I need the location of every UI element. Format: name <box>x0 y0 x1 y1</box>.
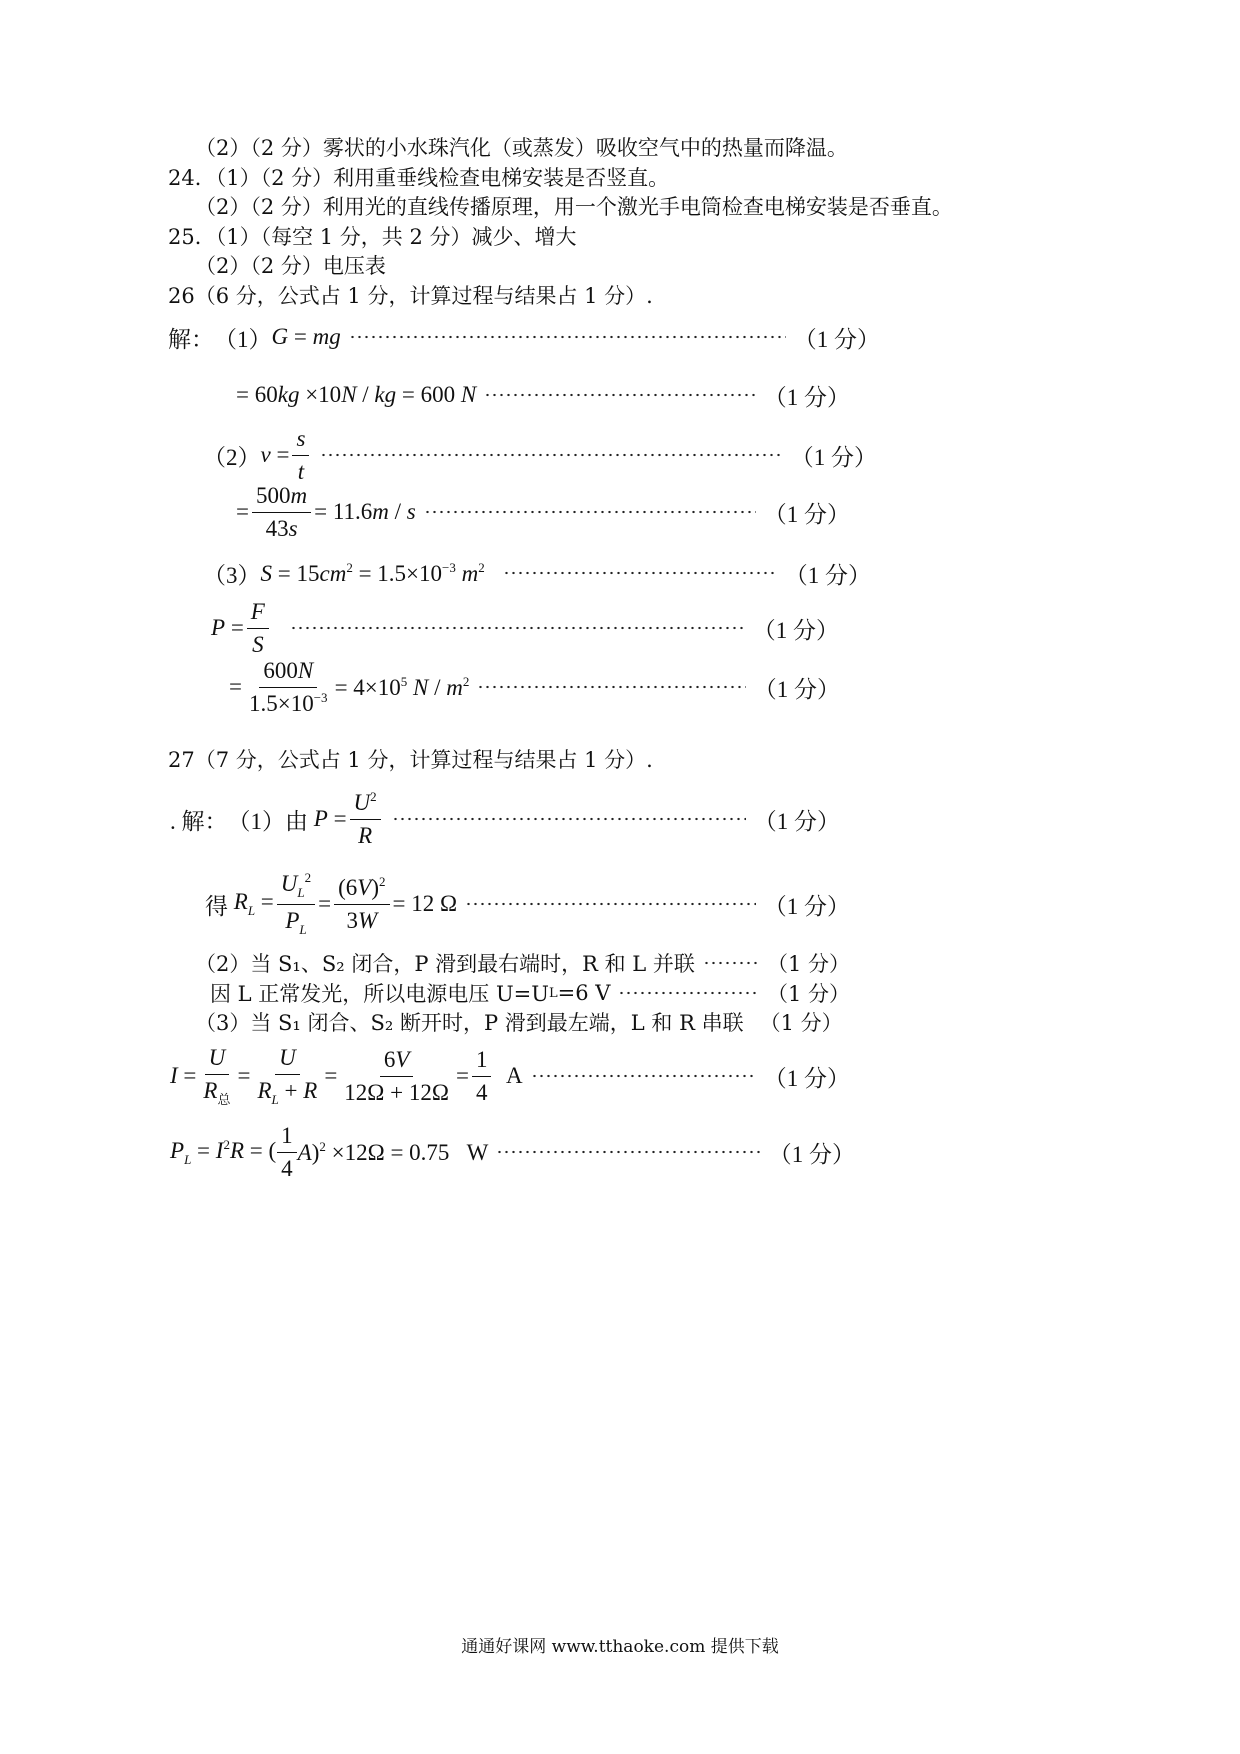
q27-current: I = $\frac{U}{R_总}$ = $\frac{U}{R_L + R}$ = $\frac{6V}{12\Omega + 12\Omega}$ = $\frac{1}{4}$ A （1 分） <box>170 1045 850 1107</box>
score-label: （1 分） <box>766 982 850 1006</box>
score-label: （1 分） <box>793 326 880 352</box>
score-label: （1 分） <box>753 676 840 702</box>
score-label: （1 分） <box>759 1011 843 1035</box>
jie-label: 解： <box>168 326 214 352</box>
answer-23-2: （2）（2 分）雾状的小水珠汽化（或蒸发）吸收空气中的热量而降温。 <box>195 136 848 160</box>
q26-step-1-result: = 60kg ×10N / kg = 600 N （1 分） <box>236 380 850 410</box>
jie-label: . 解： <box>170 808 228 834</box>
part-2-label: （2） <box>203 444 261 470</box>
q26-step-2-result: = $\frac{500m}{43s}$ = 11.6m / s （1 分） <box>236 483 850 541</box>
score-label: （1 分） <box>768 1141 855 1167</box>
score-label: （1 分） <box>790 444 877 470</box>
q27-step-1-formula: . 解： （1） 由 P = $\frac{U^2}{R}$ （1 分） <box>170 789 840 848</box>
score-label: （1 分） <box>763 501 850 527</box>
score-label: （1 分） <box>763 1065 850 1091</box>
leader-dots <box>465 902 756 906</box>
score-label: （1 分） <box>753 808 840 834</box>
leader-dots <box>618 991 759 995</box>
q26-step-1-formula: 解： （1） G = mg （1 分） <box>168 322 880 352</box>
score-label: （1 分） <box>763 893 850 919</box>
q27-power: $P_L = I^2R$ = ( $\frac{1}{4}$ A)$^2$ ×12Ω = 0.75 W （1 分） <box>170 1123 855 1181</box>
you-label: 由 <box>285 808 308 834</box>
page-footer: 通通好课网 www.tthaoke.com 提供下载 <box>461 1637 779 1657</box>
leader-dots <box>703 961 759 965</box>
leader-dots <box>496 1150 760 1154</box>
leader-dots <box>349 335 786 339</box>
answer-24-2: （2）（2 分）利用光的直线传播原理，用一个激光手电筒检查电梯安装是否垂直。 <box>195 195 953 219</box>
de-label: 得 <box>205 893 228 919</box>
leader-dots <box>503 571 777 575</box>
q27-step-2-b-text: 因 L 正常发光，所以电源电压 U=U <box>210 982 549 1006</box>
q27-step-3 <box>195 1009 843 1035</box>
q27-step-2-b <box>210 980 850 1006</box>
leader-dots <box>477 685 745 689</box>
q26-step-2-formula: （2） v = $\frac{s}{t}$ （1 分） <box>203 426 877 484</box>
answer-24-1: 24．（1）（2 分）利用重垂线检查电梯安装是否竖直。 <box>168 166 670 190</box>
answer-25-2: （2）（2 分）电压表 <box>195 254 386 278</box>
q27-step-2-b-sub: L <box>548 985 558 1001</box>
leader-dots <box>320 453 782 457</box>
q27-step-2-a <box>195 950 850 976</box>
q27-step-2-b-tail: =6 V <box>557 981 611 1005</box>
part-1-label: （1） <box>214 326 272 352</box>
score-label: （1 分） <box>763 384 850 410</box>
q27-step-3-text: （3）当 S₁ 闭合、S₂ 断开时，P 滑到最左端，L 和 R 串联 <box>195 1011 744 1035</box>
q26-pressure-formula: P = $\frac{F}{S}$ （1 分） <box>211 599 839 657</box>
part-1-label: （1） <box>227 808 285 834</box>
q26-step-3-area: （3） $S = 15cm^2 = 1.5\times 10^{-3}$ $m^2$ （1 分） <box>203 558 871 588</box>
leader-dots <box>424 510 756 514</box>
leader-dots <box>484 393 756 397</box>
score-label: （1 分） <box>766 952 850 976</box>
leader-dots <box>392 817 746 821</box>
part-3-label: （3） <box>203 562 261 588</box>
score-label: （1 分） <box>752 617 839 643</box>
q27-step-2-a-text: （2）当 S₁、S₂ 闭合，P 滑到最右端时，R 和 L 并联 <box>195 952 695 976</box>
question-26-header: 26（6 分，公式占 1 分，计算过程与结果占 1 分）. <box>168 284 653 308</box>
question-27-header: 27（7 分，公式占 1 分，计算过程与结果占 1 分）. <box>168 748 653 772</box>
score-label: （1 分） <box>784 562 871 588</box>
q27-step-1-result: 得 $R_L$ = $\frac{U_L^2}{P_L}$ = $\frac{(6V)^2}{3W}$ = 12 Ω （1 分） <box>205 870 850 937</box>
leader-dots <box>290 626 745 630</box>
q26-pressure-result: = $\frac{600N}{1.5\times 10^{-3}}$ = $4\times 10^5$ N / $m^2$ （1 分） <box>229 658 840 716</box>
answer-25-1: 25．（1）（每空 1 分，共 2 分）减少、增大 <box>168 225 577 249</box>
leader-dots <box>531 1074 756 1078</box>
